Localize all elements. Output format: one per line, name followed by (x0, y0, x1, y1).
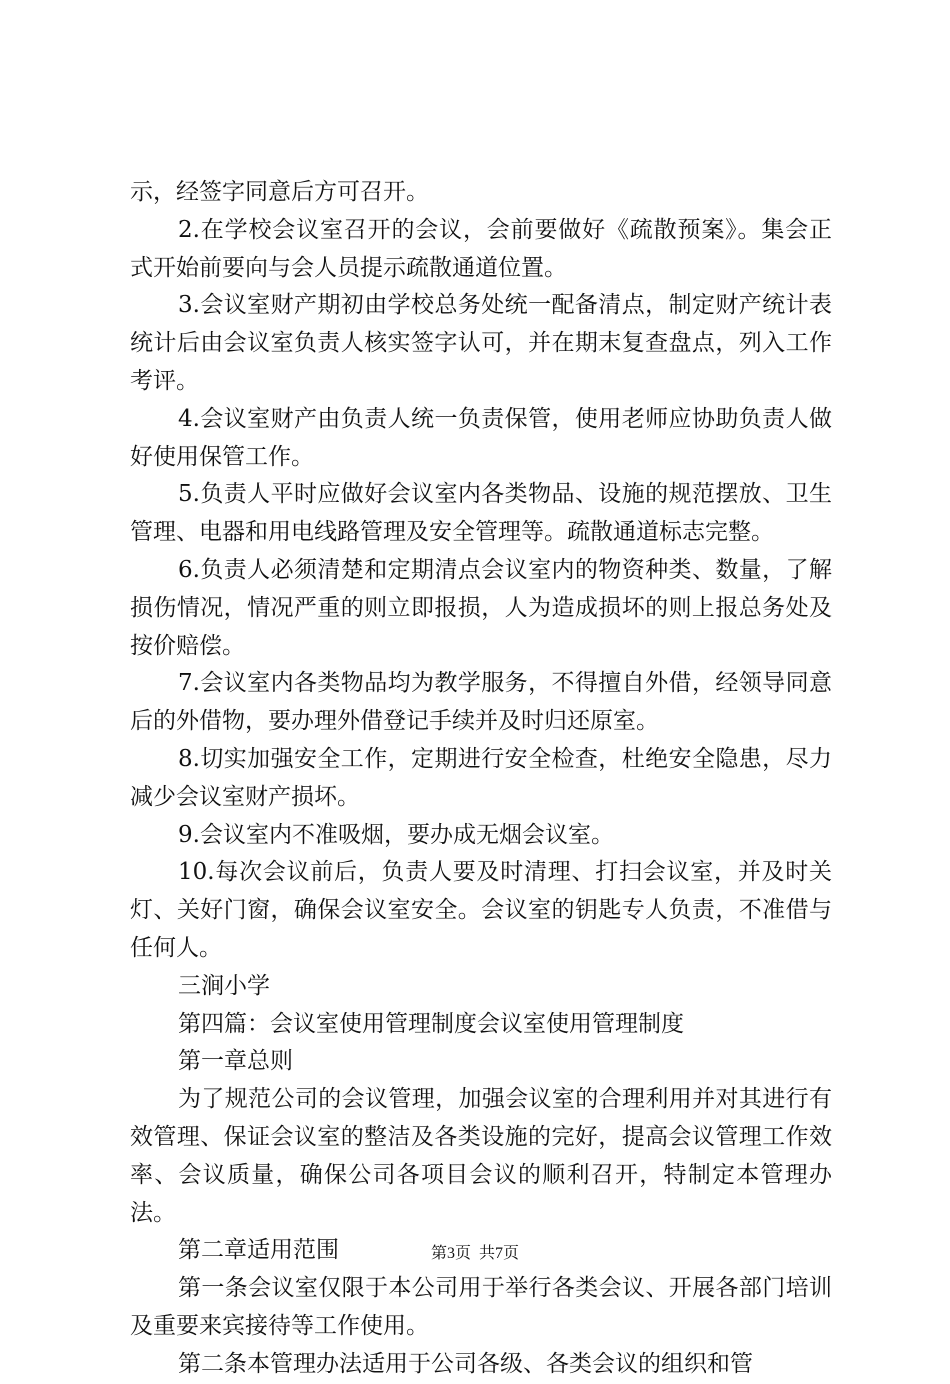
school-signature: 三涧小学 (178, 972, 270, 999)
chapter-heading-1: 第一章总则 (178, 1048, 293, 1075)
paragraph-continuation: 示，经签字同意后方可召开。 (130, 179, 429, 205)
rule-item-9: 9.会议室内不准吸烟，要办成无烟会议室。 (178, 821, 614, 848)
rule-item-4: 4.会议室财产由负责人统一负责保管，使用老师应协助负责人做好使用保管工作。 (130, 405, 832, 470)
document-body (130, 174, 832, 1384)
chapter-1-body: 为了规范公司的会议管理，加强会议室的合理利用并对其进行有效管理、保证会议室的整洁及各类设施的完好，提高会议管理工作效率、会议质量，确保公司各项目会议的顺利召开，特制定本管理办法。 (130, 1086, 832, 1226)
rule-item-8: 8.切实加强安全工作，定期进行安全检查，杜绝安全隐患，尽力减少会议室财产损坏。 (130, 745, 832, 810)
page-total: 共7页 (479, 1245, 520, 1262)
rule-item-3: 3.会议室财产期初由学校总务处统一配备清点，制定财产统计表统计后由会议室负责人核实签字认可，并在期末复查盘点，列入工作考评。 (130, 292, 832, 394)
rule-item-10: 10.每次会议前后，负责人要及时清理、打扫会议室，并及时关灯、关好门窗，确保会议室安全。会议室的钥匙专人负责，不准借与任何人。 (130, 859, 832, 961)
rule-item-6: 6.负责人必须清楚和定期清点会议室内的物资种类、数量，了解损伤情况，情况严重的则立即报损，人为造成损坏的则上报总务处及按价赔偿。 (130, 556, 832, 659)
rule-item-2: 2.在学校会议室召开的会议，会前要做好《疏散预案》。集会正式开始前要向与会人员提示疏散通道位置。 (130, 216, 832, 281)
article-2: 第二条本管理办法适用于公司各级、各类会议的组织和管 (178, 1350, 753, 1377)
page-footer (0, 1243, 950, 1265)
page-number: 第3页 (430, 1245, 471, 1262)
section-title: 第四篇：会议室使用管理制度会议室使用管理制度 (178, 1010, 684, 1037)
rule-item-7: 7.会议室内各类物品均为教学服务，不得擅自外借，经领导同意后的外借物，要办理外借登记手续并及时归还原室。 (130, 670, 832, 735)
rule-item-5: 5.负责人平时应做好会议室内各类物品、设施的规范摆放、卫生管理、电器和用电线路管理及安全管理等。疏散通道标志完整。 (130, 481, 832, 546)
chapter-heading-2: 第二章适用范围 (178, 1237, 339, 1264)
article-1: 第一条会议室仅限于本公司用于举行各类会议、开展各部门培训及重要来宾接待等工作使用。 (130, 1275, 832, 1339)
